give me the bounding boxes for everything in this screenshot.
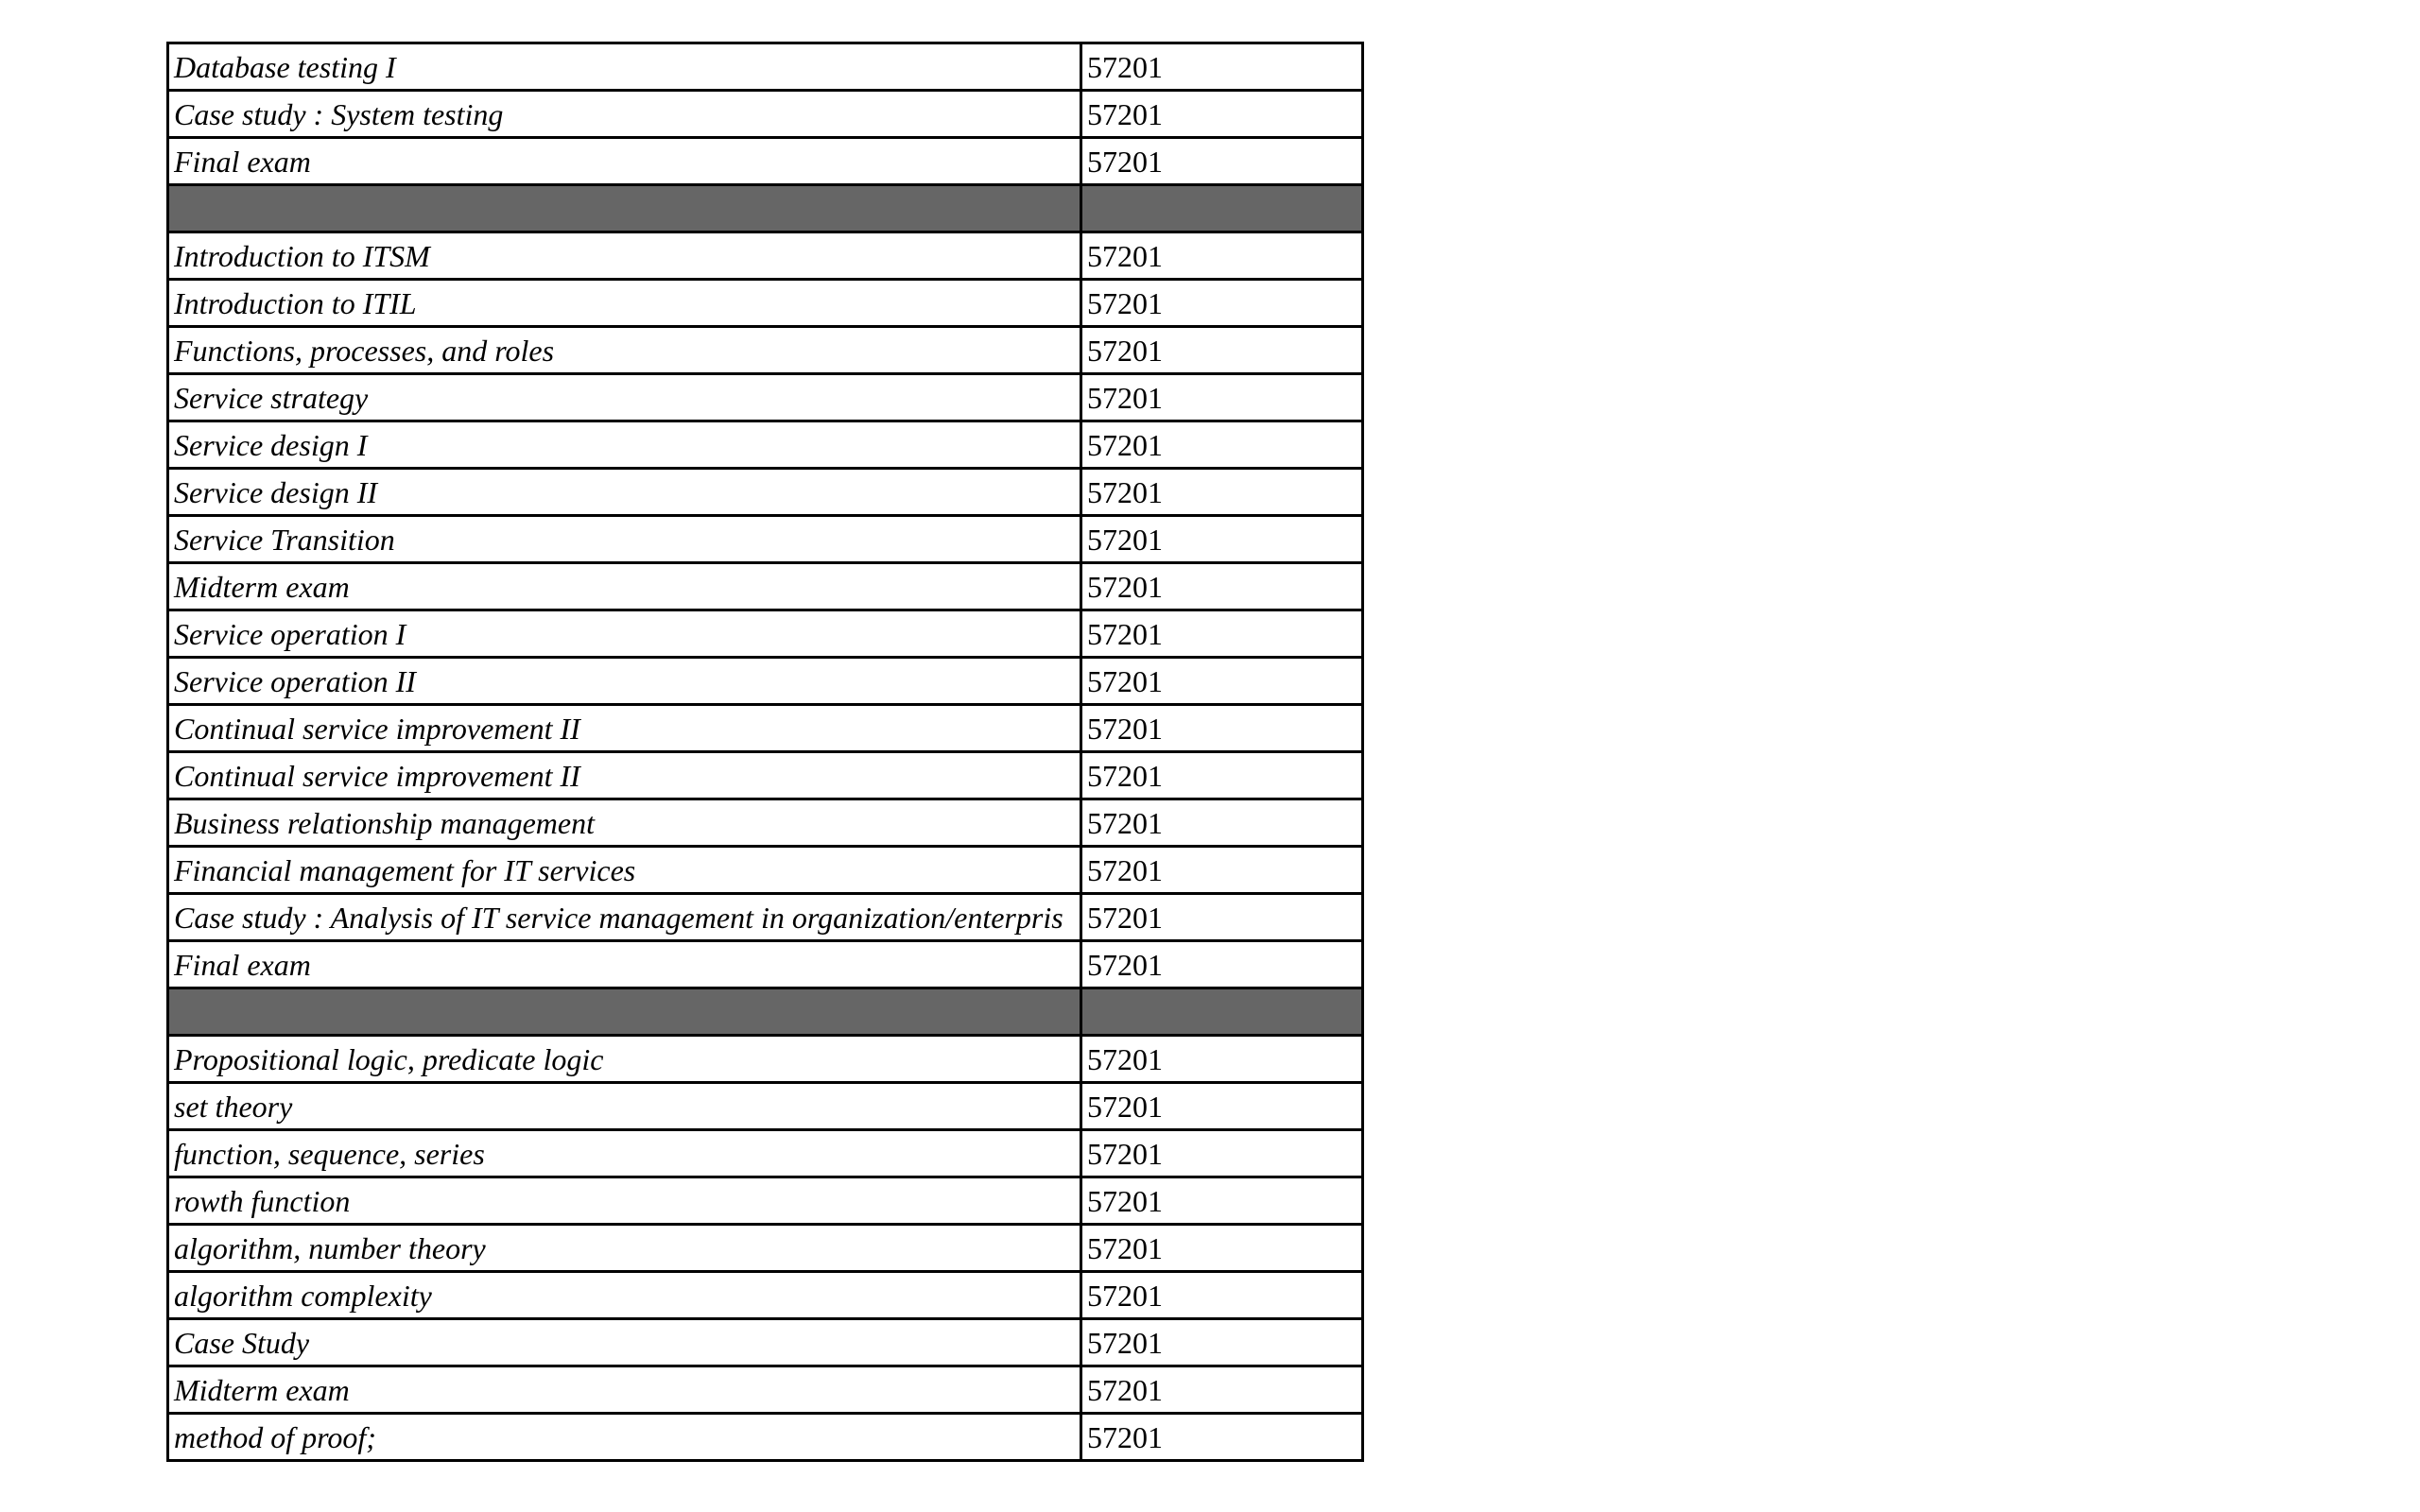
code-cell[interactable]: 57201 xyxy=(1081,1083,1363,1130)
topic-cell[interactable]: Service Transition xyxy=(168,516,1081,563)
topic-cell[interactable]: algorithm, number theory xyxy=(168,1225,1081,1272)
topic-cell[interactable]: set theory xyxy=(168,1083,1081,1130)
topic-cell[interactable]: rowth function xyxy=(168,1177,1081,1225)
topic-cell[interactable]: Midterm exam xyxy=(168,1366,1081,1414)
table-row xyxy=(168,1036,1363,1083)
table-row xyxy=(168,563,1363,610)
topic-cell[interactable]: Functions, processes, and roles xyxy=(168,327,1081,374)
code-cell[interactable]: 57201 xyxy=(1081,1319,1363,1366)
section-separator-row xyxy=(168,988,1363,1036)
table-row xyxy=(168,327,1363,374)
table-row xyxy=(168,799,1363,847)
topic-cell[interactable]: Midterm exam xyxy=(168,563,1081,610)
code-cell[interactable]: 57201 xyxy=(1081,1366,1363,1414)
separator-cell[interactable] xyxy=(1081,988,1363,1036)
table-row xyxy=(168,280,1363,327)
code-cell[interactable]: 57201 xyxy=(1081,705,1363,752)
code-cell[interactable]: 57201 xyxy=(1081,374,1363,421)
table-row xyxy=(168,941,1363,988)
code-cell[interactable]: 57201 xyxy=(1081,280,1363,327)
table-row xyxy=(168,1225,1363,1272)
code-cell[interactable]: 57201 xyxy=(1081,894,1363,941)
table-row xyxy=(168,610,1363,658)
table-row xyxy=(168,469,1363,516)
topic-cell[interactable]: Service design I xyxy=(168,421,1081,469)
table-row xyxy=(168,421,1363,469)
code-cell[interactable]: 57201 xyxy=(1081,799,1363,847)
code-cell[interactable]: 57201 xyxy=(1081,658,1363,705)
topic-cell[interactable]: Database testing I xyxy=(168,43,1081,91)
code-cell[interactable]: 57201 xyxy=(1081,1225,1363,1272)
topic-cell[interactable]: Propositional logic, predicate logic xyxy=(168,1036,1081,1083)
topic-cell[interactable]: Final exam xyxy=(168,138,1081,185)
table-row xyxy=(168,374,1363,421)
topic-cell[interactable]: Service operation II xyxy=(168,658,1081,705)
topic-cell[interactable]: Continual service improvement II xyxy=(168,705,1081,752)
topic-cell[interactable]: Service design II xyxy=(168,469,1081,516)
table-row xyxy=(168,1177,1363,1225)
topic-cell[interactable]: Service operation I xyxy=(168,610,1081,658)
table-row xyxy=(168,516,1363,563)
code-cell[interactable]: 57201 xyxy=(1081,91,1363,138)
table-row xyxy=(168,1083,1363,1130)
topic-cell[interactable]: Case study : Analysis of IT service management in organization/enterpris xyxy=(168,894,1081,941)
topic-cell[interactable]: Introduction to ITIL xyxy=(168,280,1081,327)
course-schedule-table xyxy=(166,42,1364,1462)
table-row xyxy=(168,752,1363,799)
code-cell[interactable]: 57201 xyxy=(1081,563,1363,610)
table-row xyxy=(168,138,1363,185)
code-cell[interactable]: 57201 xyxy=(1081,1177,1363,1225)
separator-cell[interactable] xyxy=(168,185,1081,232)
table-row xyxy=(168,658,1363,705)
code-cell[interactable]: 57201 xyxy=(1081,138,1363,185)
code-cell[interactable]: 57201 xyxy=(1081,1130,1363,1177)
table-row xyxy=(168,705,1363,752)
table-row xyxy=(168,847,1363,894)
code-cell[interactable]: 57201 xyxy=(1081,1272,1363,1319)
table-row xyxy=(168,43,1363,91)
topic-cell[interactable]: Case study : System testing xyxy=(168,91,1081,138)
code-cell[interactable]: 57201 xyxy=(1081,1414,1363,1461)
code-cell[interactable]: 57201 xyxy=(1081,941,1363,988)
table-row xyxy=(168,1272,1363,1319)
code-cell[interactable]: 57201 xyxy=(1081,469,1363,516)
code-cell[interactable]: 57201 xyxy=(1081,1036,1363,1083)
topic-cell[interactable]: Continual service improvement II xyxy=(168,752,1081,799)
table-row xyxy=(168,1366,1363,1414)
topic-cell[interactable]: Financial management for IT services xyxy=(168,847,1081,894)
code-cell[interactable]: 57201 xyxy=(1081,516,1363,563)
topic-cell[interactable]: Introduction to ITSM xyxy=(168,232,1081,280)
topic-cell[interactable]: method of proof; xyxy=(168,1414,1081,1461)
topic-cell[interactable]: Case Study xyxy=(168,1319,1081,1366)
topic-cell[interactable]: Final exam xyxy=(168,941,1081,988)
table-row xyxy=(168,1414,1363,1461)
separator-cell[interactable] xyxy=(1081,185,1363,232)
topic-cell[interactable]: algorithm complexity xyxy=(168,1272,1081,1319)
topic-cell[interactable]: Business relationship management xyxy=(168,799,1081,847)
code-cell[interactable]: 57201 xyxy=(1081,752,1363,799)
topic-cell[interactable]: function, sequence, series xyxy=(168,1130,1081,1177)
course-schedule-body xyxy=(168,43,1363,1461)
topic-cell[interactable]: Service strategy xyxy=(168,374,1081,421)
table-row xyxy=(168,232,1363,280)
table-row xyxy=(168,894,1363,941)
code-cell[interactable]: 57201 xyxy=(1081,327,1363,374)
code-cell[interactable]: 57201 xyxy=(1081,610,1363,658)
table-row xyxy=(168,1130,1363,1177)
code-cell[interactable]: 57201 xyxy=(1081,232,1363,280)
section-separator-row xyxy=(168,185,1363,232)
code-cell[interactable]: 57201 xyxy=(1081,43,1363,91)
code-cell[interactable]: 57201 xyxy=(1081,421,1363,469)
table-row xyxy=(168,91,1363,138)
table-row xyxy=(168,1319,1363,1366)
code-cell[interactable]: 57201 xyxy=(1081,847,1363,894)
separator-cell[interactable] xyxy=(168,988,1081,1036)
